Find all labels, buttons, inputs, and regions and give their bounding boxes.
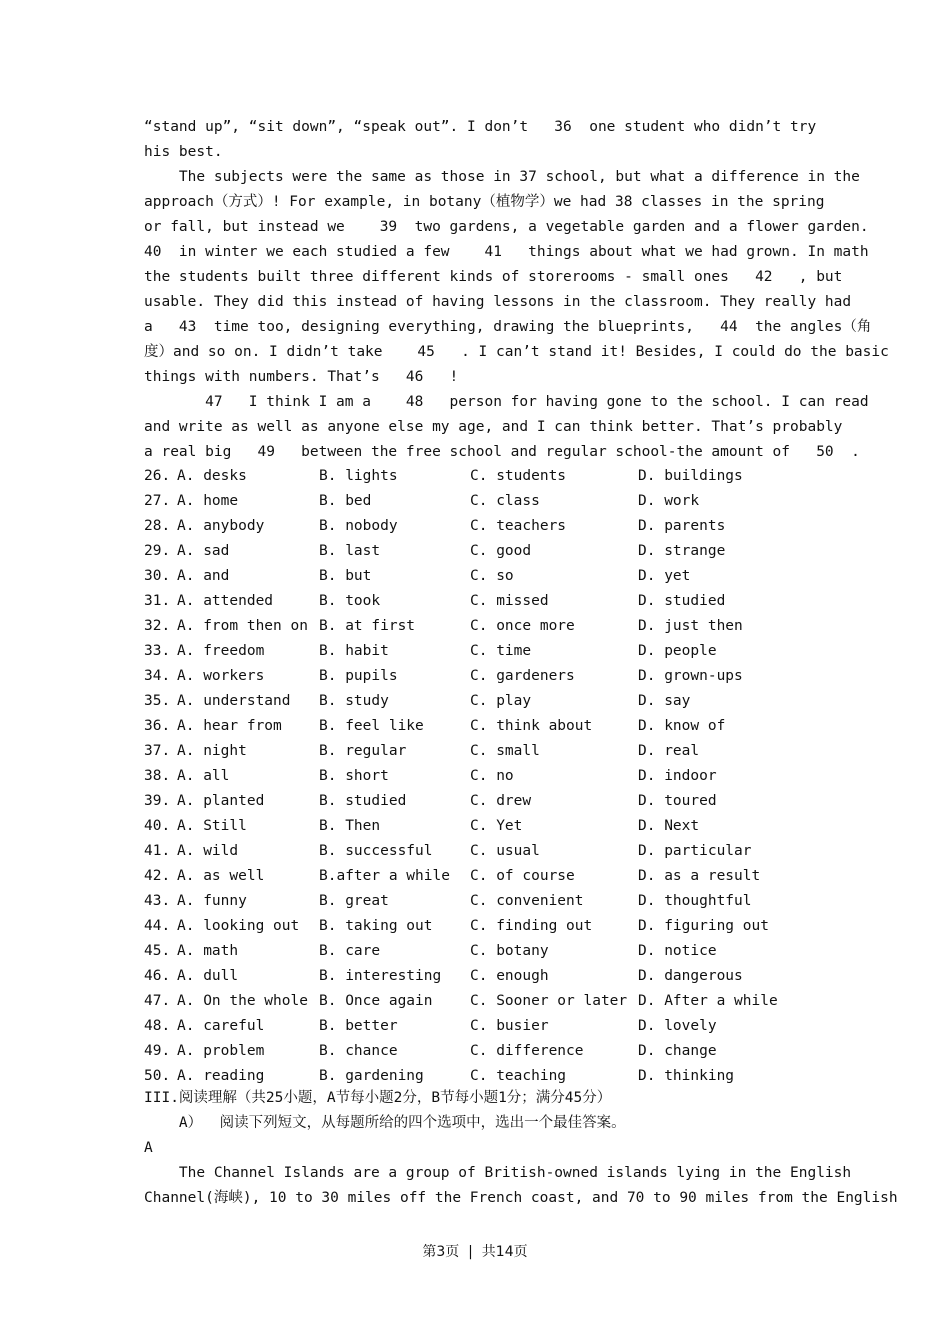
option-a: A. hear from <box>177 718 282 734</box>
option-b: B. studied <box>319 793 407 809</box>
question-number: 33. <box>144 643 171 659</box>
option-c: C. Sooner or later <box>470 993 628 1009</box>
passage-label: A <box>144 1140 153 1156</box>
option-b: B. interesting <box>319 968 442 984</box>
option-c: C. good <box>470 543 532 559</box>
option-c: C. missed <box>470 593 549 609</box>
option-d: D. work <box>638 493 700 509</box>
option-d: D. figuring out <box>638 918 769 934</box>
option-b: B. taking out <box>319 918 433 934</box>
question-number: 32. <box>144 618 171 634</box>
option-d: D. as a result <box>638 868 761 884</box>
question-number: 50. <box>144 1068 171 1084</box>
option-d: D. indoor <box>638 768 717 784</box>
passage-line: or fall, but instead we 39 two gardens, a vegetable garden and a flower garden. <box>144 219 869 235</box>
question-number: 39. <box>144 793 171 809</box>
option-d: D. strange <box>638 543 726 559</box>
option-a: A. home <box>177 493 239 509</box>
option-b: B. short <box>319 768 389 784</box>
option-c: C. small <box>470 743 540 759</box>
option-b: B. successful <box>319 843 433 859</box>
option-a: A. careful <box>177 1018 265 1034</box>
passage-line: 47 I think I am a 48 person for having gone to the school. I can read <box>144 394 869 410</box>
question-number: 37. <box>144 743 171 759</box>
option-a: A. all <box>177 768 230 784</box>
option-c: C. students <box>470 468 567 484</box>
option-b: B. regular <box>319 743 407 759</box>
option-b: B. care <box>319 943 381 959</box>
option-a: A. attended <box>177 593 274 609</box>
option-b: B. feel like <box>319 718 424 734</box>
question-number: 47. <box>144 993 171 1009</box>
option-c: C. finding out <box>470 918 593 934</box>
option-a: A. and <box>177 568 230 584</box>
option-d: D. particular <box>638 843 752 859</box>
option-d: D. know of <box>638 718 726 734</box>
option-d: D. parents <box>638 518 726 534</box>
option-b: B. nobody <box>319 518 398 534</box>
option-d: D. yet <box>638 568 691 584</box>
option-b: B. but <box>319 568 372 584</box>
option-a: A. understand <box>177 693 291 709</box>
option-c: C. convenient <box>470 893 584 909</box>
option-c: C. once more <box>470 618 575 634</box>
option-b: B. bed <box>319 493 372 509</box>
option-b: B. great <box>319 893 389 909</box>
option-b: B.after a while <box>319 868 450 884</box>
option-d: D. After a while <box>638 993 778 1009</box>
option-c: C. so <box>470 568 514 584</box>
option-c: C. of course <box>470 868 575 884</box>
question-number: 28. <box>144 518 171 534</box>
option-a: A. workers <box>177 668 265 684</box>
passage-line: a real big 49 between the free school and regular school-the amount of 50 . <box>144 444 860 460</box>
passage-line: “stand up”, “sit down”, “speak out”. I don’t 36 one student who didn’t try <box>144 119 817 135</box>
option-b: B. Then <box>319 818 381 834</box>
option-a: A. desks <box>177 468 247 484</box>
option-d: D. toured <box>638 793 717 809</box>
question-number: 46. <box>144 968 171 984</box>
option-c: C. class <box>470 493 540 509</box>
option-d: D. grown-ups <box>638 668 743 684</box>
option-c: C. usual <box>470 843 540 859</box>
option-b: B. Once again <box>319 993 433 1009</box>
question-number: 26. <box>144 468 171 484</box>
passage-line: a 43 time too, designing everything, drawing the blueprints, 44 the angles（角 <box>144 319 872 335</box>
passage-line: 40 in winter we each studied a few 41 things about what we had grown. In math <box>144 244 869 260</box>
option-a: A. looking out <box>177 918 300 934</box>
option-c: C. play <box>470 693 532 709</box>
question-number: 43. <box>144 893 171 909</box>
option-a: A. freedom <box>177 643 265 659</box>
reading-text-line: Channel(海峡), 10 to 30 miles off the French coast, and 70 to 90 miles from the English <box>144 1190 898 1206</box>
option-d: D. dangerous <box>638 968 743 984</box>
question-number: 27. <box>144 493 171 509</box>
option-d: D. buildings <box>638 468 743 484</box>
option-a: A. problem <box>177 1043 265 1059</box>
option-a: A. Still <box>177 818 247 834</box>
page-footer: 第3页 | 共14页 <box>422 1244 528 1260</box>
section-instruction: A） 阅读下列短文，从每题所给的四个选项中，选出一个最佳答案。 <box>144 1115 626 1131</box>
option-b: B. gardening <box>319 1068 424 1084</box>
question-number: 40. <box>144 818 171 834</box>
option-b: B. study <box>319 693 389 709</box>
option-a: A. dull <box>177 968 239 984</box>
passage-line: usable. They did this instead of having lessons in the classroom. They really had <box>144 294 852 310</box>
option-c: C. think about <box>470 718 593 734</box>
option-a: A. as well <box>177 868 265 884</box>
option-d: D. studied <box>638 593 726 609</box>
option-d: D. change <box>638 1043 717 1059</box>
option-c: C. drew <box>470 793 532 809</box>
option-c: C. time <box>470 643 532 659</box>
option-a: A. wild <box>177 843 239 859</box>
question-number: 44. <box>144 918 171 934</box>
option-a: A. night <box>177 743 247 759</box>
option-d: D. thoughtful <box>638 893 752 909</box>
option-a: A. from then on <box>177 618 308 634</box>
option-a: A. anybody <box>177 518 265 534</box>
question-number: 38. <box>144 768 171 784</box>
option-b: B. pupils <box>319 668 398 684</box>
option-a: A. math <box>177 943 239 959</box>
option-b: B. took <box>319 593 381 609</box>
option-a: A. sad <box>177 543 230 559</box>
section-heading: III.阅读理解（共25小题，A节每小题2分，B节每小题1分；满分45分） <box>144 1090 612 1106</box>
option-b: B. chance <box>319 1043 398 1059</box>
option-a: A. reading <box>177 1068 265 1084</box>
question-number: 49. <box>144 1043 171 1059</box>
option-b: B. last <box>319 543 381 559</box>
option-b: B. at first <box>319 618 416 634</box>
option-d: D. just then <box>638 618 743 634</box>
option-c: C. enough <box>470 968 549 984</box>
option-d: D. lovely <box>638 1018 717 1034</box>
option-d: D. thinking <box>638 1068 735 1084</box>
passage-line: the students built three different kinds of storerooms - small ones 42 , but <box>144 269 843 285</box>
option-a: A. funny <box>177 893 247 909</box>
option-c: C. teaching <box>470 1068 567 1084</box>
option-c: C. teachers <box>470 518 567 534</box>
option-b: B. habit <box>319 643 389 659</box>
option-d: D. say <box>638 693 691 709</box>
passage-line: things with numbers. That’s 46 ! <box>144 369 459 385</box>
question-number: 29. <box>144 543 171 559</box>
question-number: 35. <box>144 693 171 709</box>
option-c: C. busier <box>470 1018 549 1034</box>
passage-line: his best. <box>144 144 223 160</box>
passage-line: 度）and so on. I didn’t take 45 . I can’t stand it! Besides, I could do the basic <box>144 344 889 360</box>
question-number: 31. <box>144 593 171 609</box>
passage-line: and write as well as anyone else my age, and I can think better. That’s probably <box>144 419 843 435</box>
option-b: B. lights <box>319 468 398 484</box>
option-c: C. difference <box>470 1043 584 1059</box>
reading-text-line: The Channel Islands are a group of British-owned islands lying in the English <box>144 1165 852 1181</box>
option-c: C. Yet <box>470 818 523 834</box>
question-number: 45. <box>144 943 171 959</box>
question-number: 48. <box>144 1018 171 1034</box>
option-c: C. no <box>470 768 514 784</box>
option-d: D. people <box>638 643 717 659</box>
option-b: B. better <box>319 1018 398 1034</box>
option-a: A. On the whole <box>177 993 308 1009</box>
question-number: 30. <box>144 568 171 584</box>
question-number: 42. <box>144 868 171 884</box>
option-c: C. botany <box>470 943 549 959</box>
passage-line: The subjects were the same as those in 37 school, but what a difference in the <box>144 169 860 185</box>
option-d: D. notice <box>638 943 717 959</box>
option-d: D. real <box>638 743 700 759</box>
option-d: D. Next <box>638 818 700 834</box>
question-number: 36. <box>144 718 171 734</box>
passage-line: approach（方式）! For example, in botany（植物学）we had 38 classes in the spring <box>144 194 825 210</box>
option-c: C. gardeners <box>470 668 575 684</box>
question-number: 41. <box>144 843 171 859</box>
question-number: 34. <box>144 668 171 684</box>
option-a: A. planted <box>177 793 265 809</box>
